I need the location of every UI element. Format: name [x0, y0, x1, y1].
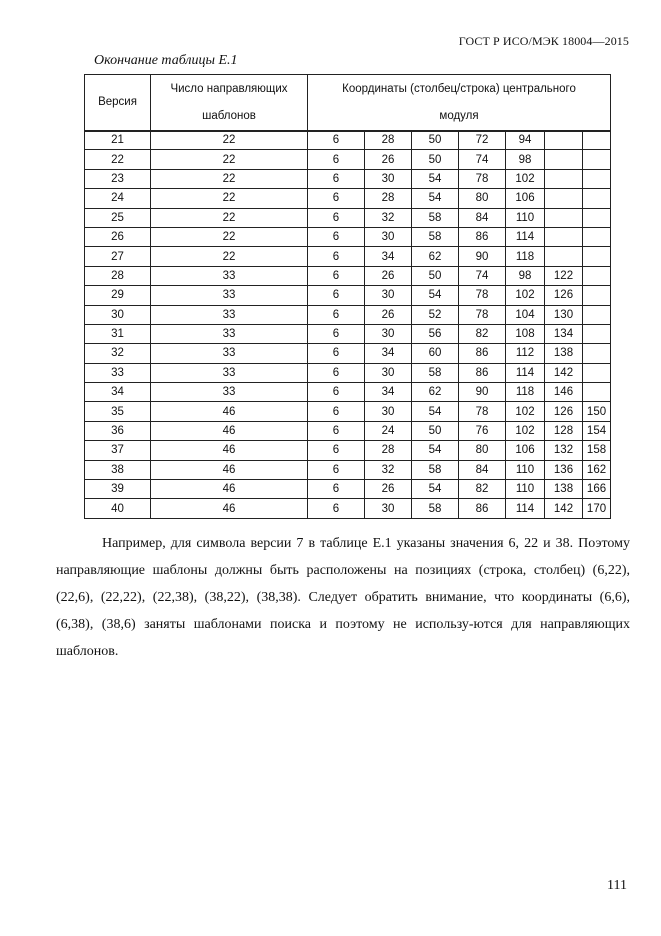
cell-version: 40	[85, 499, 151, 518]
table-row	[85, 189, 611, 208]
cell-coordinate: 30	[365, 169, 412, 188]
cell-coordinate: 6	[308, 247, 365, 266]
alignment-patterns-table	[84, 74, 611, 519]
table-row	[85, 305, 611, 324]
table-row	[85, 421, 611, 440]
cell-coordinate: 102	[506, 421, 545, 440]
header-pattern-count-line1: Число направляющих	[151, 75, 308, 103]
cell-coordinate: 50	[412, 150, 459, 169]
table-row	[85, 344, 611, 363]
cell-coordinate: 60	[412, 344, 459, 363]
cell-coordinate: 158	[583, 441, 611, 460]
cell-pattern-count: 33	[151, 324, 308, 343]
cell-coordinate: 30	[365, 363, 412, 382]
table-row	[85, 441, 611, 460]
cell-coordinate: 142	[545, 499, 583, 518]
cell-coordinate: 6	[308, 460, 365, 479]
standard-header: ГОСТ Р ИСО/МЭК 18004—2015	[458, 34, 629, 48]
cell-coordinate: 102	[506, 286, 545, 305]
cell-coordinate: 78	[459, 402, 506, 421]
table-body	[85, 131, 611, 519]
cell-coordinate	[545, 208, 583, 227]
cell-version: 29	[85, 286, 151, 305]
table-row	[85, 169, 611, 188]
cell-coordinate: 104	[506, 305, 545, 324]
cell-coordinate	[583, 169, 611, 188]
table-row	[85, 227, 611, 246]
cell-version: 36	[85, 421, 151, 440]
cell-version: 24	[85, 189, 151, 208]
cell-coordinate: 6	[308, 227, 365, 246]
cell-coordinate	[545, 131, 583, 150]
cell-version: 31	[85, 324, 151, 343]
table-row	[85, 208, 611, 227]
cell-coordinate: 102	[506, 402, 545, 421]
table-row	[85, 460, 611, 479]
cell-coordinate	[583, 208, 611, 227]
cell-coordinate: 6	[308, 131, 365, 150]
cell-coordinate: 32	[365, 208, 412, 227]
cell-pattern-count: 33	[151, 305, 308, 324]
table-row	[85, 383, 611, 402]
table-row	[85, 286, 611, 305]
cell-coordinate	[583, 227, 611, 246]
cell-coordinate: 114	[506, 363, 545, 382]
cell-coordinate: 80	[459, 441, 506, 460]
cell-coordinate: 62	[412, 247, 459, 266]
cell-coordinate: 6	[308, 383, 365, 402]
cell-coordinate: 6	[308, 169, 365, 188]
cell-coordinate: 126	[545, 286, 583, 305]
cell-pattern-count: 46	[151, 441, 308, 460]
cell-pattern-count: 22	[151, 247, 308, 266]
cell-version: 25	[85, 208, 151, 227]
cell-coordinate: 26	[365, 150, 412, 169]
cell-coordinate: 98	[506, 266, 545, 285]
cell-coordinate	[583, 131, 611, 150]
cell-coordinate: 114	[506, 227, 545, 246]
cell-coordinate: 150	[583, 402, 611, 421]
cell-coordinate: 34	[365, 344, 412, 363]
cell-coordinate: 138	[545, 480, 583, 499]
cell-coordinate: 30	[365, 402, 412, 421]
cell-coordinate: 108	[506, 324, 545, 343]
cell-coordinate: 62	[412, 383, 459, 402]
cell-coordinate: 130	[545, 305, 583, 324]
cell-version: 27	[85, 247, 151, 266]
cell-coordinate: 54	[412, 169, 459, 188]
cell-coordinate: 58	[412, 363, 459, 382]
cell-coordinate	[545, 169, 583, 188]
cell-version: 37	[85, 441, 151, 460]
cell-coordinate: 54	[412, 480, 459, 499]
cell-coordinate: 24	[365, 421, 412, 440]
cell-coordinate	[583, 344, 611, 363]
cell-coordinate: 114	[506, 499, 545, 518]
cell-pattern-count: 33	[151, 286, 308, 305]
cell-version: 38	[85, 460, 151, 479]
cell-coordinate: 136	[545, 460, 583, 479]
cell-version: 32	[85, 344, 151, 363]
cell-coordinate: 54	[412, 286, 459, 305]
cell-coordinate: 6	[308, 286, 365, 305]
cell-coordinate: 6	[308, 499, 365, 518]
cell-coordinate: 6	[308, 208, 365, 227]
cell-coordinate: 86	[459, 227, 506, 246]
cell-coordinate: 6	[308, 344, 365, 363]
cell-coordinate: 134	[545, 324, 583, 343]
cell-coordinate	[583, 286, 611, 305]
cell-pattern-count: 22	[151, 131, 308, 150]
cell-coordinate	[545, 150, 583, 169]
cell-coordinate: 74	[459, 150, 506, 169]
cell-pattern-count: 22	[151, 208, 308, 227]
cell-version: 23	[85, 169, 151, 188]
paragraph-text: Например, для символа версии 7 в таблице Е.1 указаны значения 6, 22 и 38. Поэтому направляющие шаблоны должны быть расположены на позициях (строка, столбец) (6,22), (22,6), (22,22), (22,38), (38,22), (38,38). Следует обратить внимание, что координаты (6,6), (6,38), (38,6) заняты шаблонами поиска и поэтому не использу-ются для направляющих шаблонов.	[56, 536, 630, 659]
cell-coordinate: 78	[459, 286, 506, 305]
cell-coordinate: 6	[308, 402, 365, 421]
cell-version: 33	[85, 363, 151, 382]
cell-coordinate	[583, 189, 611, 208]
cell-coordinate: 128	[545, 421, 583, 440]
cell-coordinate: 170	[583, 499, 611, 518]
cell-coordinate: 6	[308, 441, 365, 460]
cell-coordinate: 30	[365, 499, 412, 518]
table-row	[85, 150, 611, 169]
cell-coordinate: 118	[506, 383, 545, 402]
cell-coordinate: 80	[459, 189, 506, 208]
cell-pattern-count: 33	[151, 383, 308, 402]
cell-coordinate: 30	[365, 227, 412, 246]
cell-pattern-count: 33	[151, 266, 308, 285]
cell-coordinate: 90	[459, 383, 506, 402]
table-row	[85, 131, 611, 150]
cell-coordinate: 34	[365, 247, 412, 266]
cell-pattern-count: 33	[151, 344, 308, 363]
cell-coordinate: 54	[412, 441, 459, 460]
cell-coordinate: 6	[308, 150, 365, 169]
cell-coordinate: 94	[506, 131, 545, 150]
table-row	[85, 324, 611, 343]
cell-coordinate: 78	[459, 305, 506, 324]
cell-pattern-count: 33	[151, 363, 308, 382]
table-row	[85, 480, 611, 499]
cell-coordinate: 86	[459, 344, 506, 363]
cell-coordinate: 30	[365, 286, 412, 305]
cell-version: 39	[85, 480, 151, 499]
cell-coordinate: 28	[365, 441, 412, 460]
cell-coordinate: 110	[506, 208, 545, 227]
cell-coordinate: 50	[412, 421, 459, 440]
cell-version: 28	[85, 266, 151, 285]
cell-coordinate: 82	[459, 480, 506, 499]
cell-version: 35	[85, 402, 151, 421]
cell-pattern-count: 22	[151, 169, 308, 188]
cell-coordinate: 106	[506, 189, 545, 208]
cell-coordinate: 56	[412, 324, 459, 343]
cell-coordinate	[545, 227, 583, 246]
cell-coordinate	[583, 305, 611, 324]
cell-coordinate: 142	[545, 363, 583, 382]
cell-coordinate: 6	[308, 421, 365, 440]
cell-pattern-count: 46	[151, 499, 308, 518]
cell-coordinate: 82	[459, 324, 506, 343]
cell-coordinate: 32	[365, 460, 412, 479]
cell-version: 26	[85, 227, 151, 246]
table-caption: Окончание таблицы Е.1	[94, 53, 238, 68]
cell-coordinate	[583, 247, 611, 266]
cell-coordinate: 6	[308, 266, 365, 285]
cell-version: 34	[85, 383, 151, 402]
cell-coordinate: 106	[506, 441, 545, 460]
cell-coordinate: 50	[412, 131, 459, 150]
cell-coordinate: 6	[308, 189, 365, 208]
cell-coordinate: 146	[545, 383, 583, 402]
header-pattern-count-line2: шаблонов	[151, 103, 308, 131]
cell-coordinate: 78	[459, 169, 506, 188]
cell-version: 21	[85, 131, 151, 150]
cell-coordinate	[545, 189, 583, 208]
cell-coordinate: 112	[506, 344, 545, 363]
cell-coordinate: 166	[583, 480, 611, 499]
cell-coordinate	[583, 363, 611, 382]
cell-coordinate: 58	[412, 208, 459, 227]
cell-pattern-count: 22	[151, 150, 308, 169]
cell-coordinate: 110	[506, 480, 545, 499]
cell-coordinate: 58	[412, 227, 459, 246]
cell-coordinate: 74	[459, 266, 506, 285]
cell-coordinate: 162	[583, 460, 611, 479]
cell-coordinate: 58	[412, 499, 459, 518]
cell-coordinate: 126	[545, 402, 583, 421]
cell-coordinate: 26	[365, 305, 412, 324]
cell-coordinate	[583, 150, 611, 169]
cell-pattern-count: 46	[151, 421, 308, 440]
cell-coordinate: 54	[412, 189, 459, 208]
header-coordinates-line1: Координаты (столбец/строка) центрального	[308, 75, 611, 103]
cell-coordinate: 138	[545, 344, 583, 363]
cell-coordinate: 28	[365, 131, 412, 150]
cell-coordinate: 34	[365, 383, 412, 402]
cell-coordinate: 86	[459, 363, 506, 382]
header-coordinates-line2: модуля	[308, 103, 611, 131]
cell-coordinate	[545, 247, 583, 266]
cell-coordinate	[583, 324, 611, 343]
cell-coordinate: 86	[459, 499, 506, 518]
cell-coordinate: 26	[365, 266, 412, 285]
cell-coordinate: 110	[506, 460, 545, 479]
cell-coordinate	[583, 383, 611, 402]
cell-coordinate: 54	[412, 402, 459, 421]
table-row	[85, 402, 611, 421]
cell-coordinate: 6	[308, 305, 365, 324]
cell-coordinate	[583, 266, 611, 285]
cell-coordinate: 122	[545, 266, 583, 285]
cell-coordinate: 76	[459, 421, 506, 440]
cell-coordinate: 52	[412, 305, 459, 324]
cell-coordinate: 6	[308, 324, 365, 343]
cell-coordinate: 6	[308, 480, 365, 499]
cell-coordinate: 50	[412, 266, 459, 285]
header-version: Версия	[85, 75, 151, 131]
page-number: 111	[607, 878, 627, 893]
cell-coordinate: 84	[459, 460, 506, 479]
cell-coordinate: 58	[412, 460, 459, 479]
cell-coordinate: 6	[308, 363, 365, 382]
cell-coordinate: 154	[583, 421, 611, 440]
cell-pattern-count: 22	[151, 189, 308, 208]
cell-coordinate: 132	[545, 441, 583, 460]
cell-coordinate: 90	[459, 247, 506, 266]
cell-coordinate: 30	[365, 324, 412, 343]
table-row	[85, 363, 611, 382]
cell-version: 30	[85, 305, 151, 324]
table-row	[85, 247, 611, 266]
cell-coordinate: 72	[459, 131, 506, 150]
table-row	[85, 266, 611, 285]
explanatory-paragraph	[56, 530, 630, 665]
cell-coordinate: 118	[506, 247, 545, 266]
cell-coordinate: 102	[506, 169, 545, 188]
cell-coordinate: 28	[365, 189, 412, 208]
cell-pattern-count: 22	[151, 227, 308, 246]
table-row	[85, 499, 611, 518]
cell-coordinate: 98	[506, 150, 545, 169]
cell-pattern-count: 46	[151, 402, 308, 421]
cell-coordinate: 26	[365, 480, 412, 499]
cell-version: 22	[85, 150, 151, 169]
cell-pattern-count: 46	[151, 480, 308, 499]
cell-coordinate: 84	[459, 208, 506, 227]
cell-pattern-count: 46	[151, 460, 308, 479]
